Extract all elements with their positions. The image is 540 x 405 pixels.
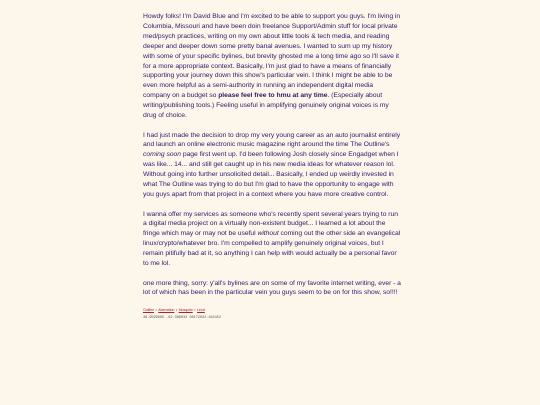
paragraph-offer-text: I wanna offer my services as someone who's recently spent several years trying to run a digital media project on a virtually non-existent budget... I learned a lot about the fringe which may or may not be useful xyxy=(143,210,398,238)
tag-separator: • xyxy=(194,307,196,312)
tag-link[interactable]: Mosquito xyxy=(178,307,193,312)
paragraph-closing: one more thing, sorry: y'all's bylines are on some of my favorite internet writing, ever - a lot of which has been in the particular vein you guys seem to be on for this show, so!!!! xyxy=(143,279,401,297)
tag-link[interactable]: Outline xyxy=(143,307,155,312)
tag-separator: • xyxy=(155,307,157,312)
tag-link[interactable]: Leod xyxy=(196,307,205,312)
location-timestamp: 38.9599995 -92.368033 08172022-182452 xyxy=(143,315,221,320)
tag-separator: • xyxy=(175,307,178,312)
coming-soon-emphasis: coming soon xyxy=(143,151,181,159)
paragraph-intro-text: Howdy folks! I'm David Blue and I'm excited to be able to support you guys. I'm living in Columbia, Missouri and have been doin freelance Support/Admin stuff for local private med/psych practices, writing on my own about little tools & tech media, and reading deeper and deeper down some pretty banal avenues. I wanted to sum up my history with some of your specific bylines, but brevity ghosted me a long time ago so I'll save it for a more appropriate context. Basically, I'm just glad to have a means of financially supporting your journey down this show's particular vein. I think I might be able to be even more helpful as a semi-authority in running an independent digital media company on a budget so xyxy=(143,13,401,100)
tag-link[interactable]: Aberration xyxy=(158,307,175,312)
paragraph-offer xyxy=(143,210,401,269)
paragraph-intro xyxy=(143,12,401,121)
letter-body xyxy=(143,12,401,321)
tag-list xyxy=(143,308,401,313)
paragraph-intro-end: . (Especially about writing/publishing tools.) Feeling useful in amplifying genuinely original voices is my drug of choice. xyxy=(143,92,389,120)
without-emphasis: without xyxy=(257,230,279,238)
paragraph-history-end: page first went up. I'd been following Josh closely since Engadget when I was like... 14... and still get caught up in his new media ideas for whatever reason lol. Without going into further unsolicited detail... Basically, I ended up weirdly invested in what The Outline was trying to do but I'm glad to have the opportunity to engage with you guys apart from that project in a context where you have more creative control. xyxy=(143,151,399,198)
paragraph-history-text: I had just made the decision to drop my very young career as an auto journalist entirely and launch an online electronic music magazine right around the time The Outline's xyxy=(143,131,401,149)
paragraph-history xyxy=(143,131,401,200)
contact-invitation: please feel free to hmu at any time xyxy=(218,92,328,100)
paragraph-offer-end: coming out the other side an evangelical linux/crypto/whatever bro. I'm compelled to amplify genuinely original voices, but I remain pitifully bad at it, so anything I can help with would actually be a personal favor to me lol. xyxy=(143,230,401,268)
